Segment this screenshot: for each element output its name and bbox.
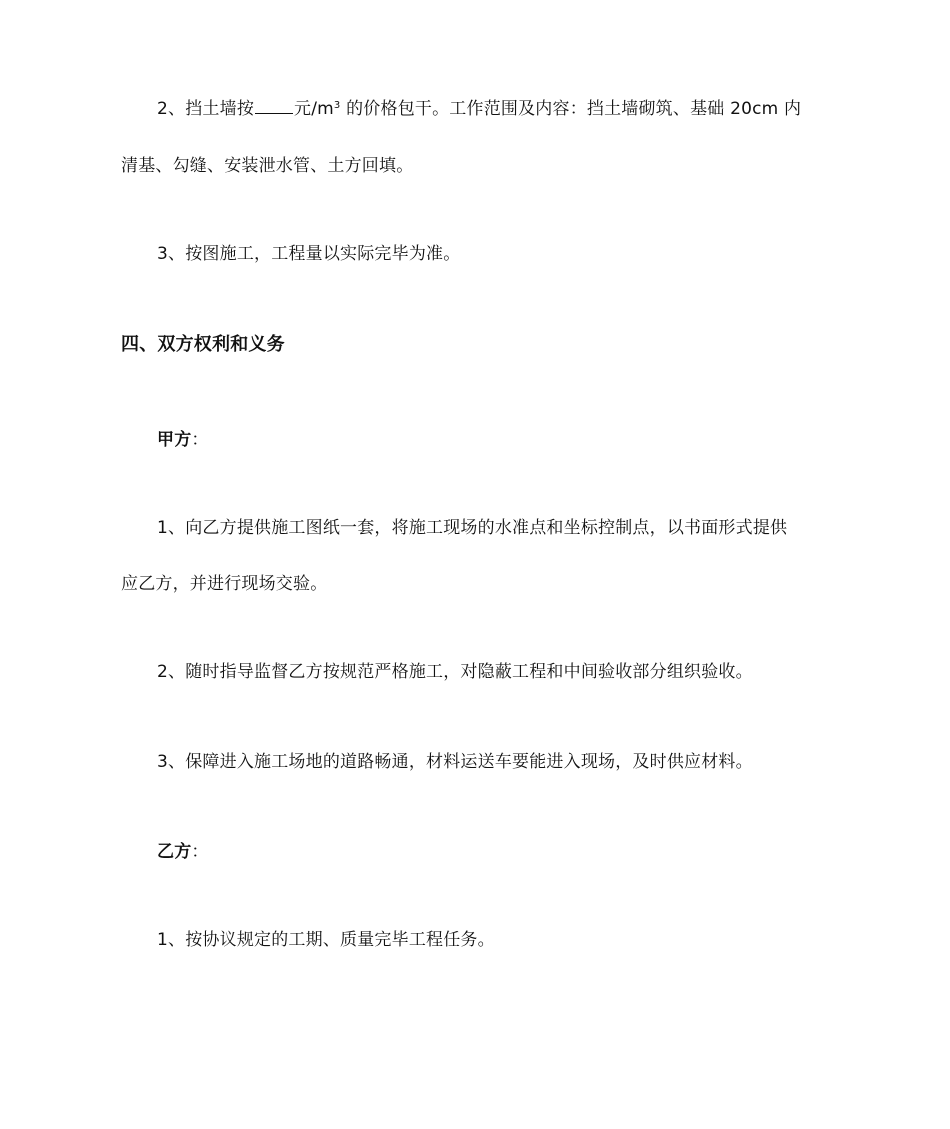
- clause-2-prefix: 2、挡土墙按: [157, 99, 255, 119]
- party-a-item-1-line-2: 应乙方，并进行现场交验。: [121, 574, 328, 594]
- party-b-colon: ：: [191, 842, 209, 862]
- price-blank: [255, 97, 293, 114]
- party-a-colon: ：: [191, 430, 209, 450]
- party-a-item-1-line-1: 1、向乙方提供施工图纸一套，将施工现场的水准点和坐标控制点，以书面形式提供: [157, 518, 788, 538]
- party-b-item-1: 1、按协议规定的工期、质量完毕工程任务。: [157, 930, 495, 950]
- party-a-heading: [157, 428, 209, 452]
- party-a-item-2: 2、随时指导监督乙方按规范严格施工，对隐蔽工程和中间验收部分组织验收。: [157, 662, 753, 682]
- section-4-heading: 四、双方权利和义务: [121, 334, 285, 355]
- clause-2-line-2: 清基、勾缝、安装泄水管、土方回填。: [121, 156, 414, 176]
- unit-superscript: 3: [333, 100, 341, 111]
- clause-2-rest: 的价格包干。工作范围及内容：挡土墙砌筑、基础 20cm 内: [340, 99, 802, 119]
- party-a-label: 甲方: [157, 430, 192, 450]
- price-unit: 元/m: [294, 99, 334, 119]
- party-b-label: 乙方: [157, 842, 192, 862]
- party-b-heading: [157, 840, 209, 864]
- clause-2-line-1: [157, 97, 801, 121]
- clause-3: 3、按图施工，工程量以实际完毕为准。: [157, 244, 461, 264]
- party-a-item-3: 3、保障进入施工场地的道路畅通，材料运送车要能进入现场，及时供应材料。: [157, 752, 753, 772]
